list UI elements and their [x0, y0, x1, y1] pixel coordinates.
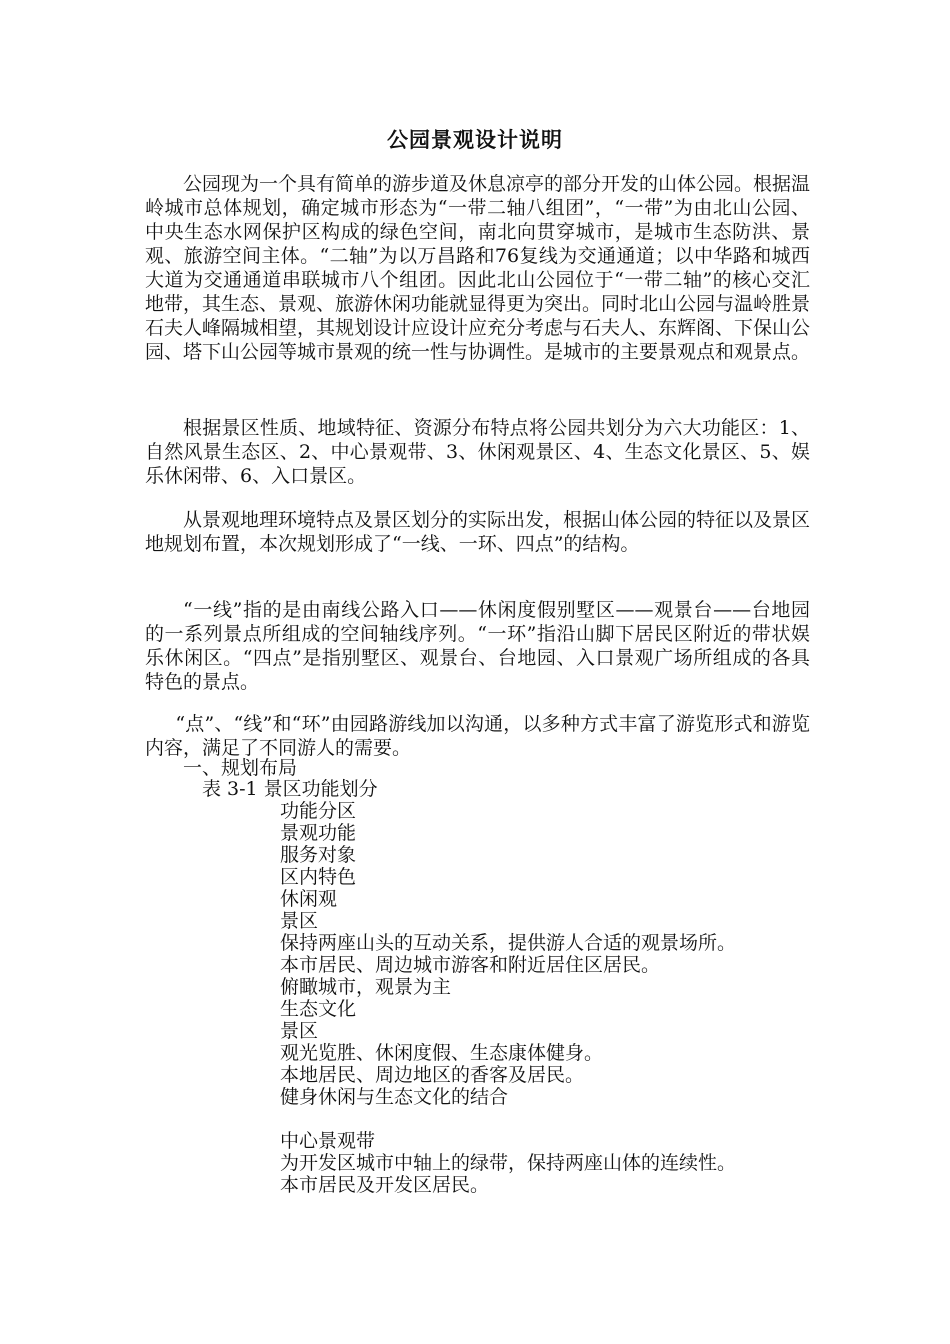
table-content — [280, 800, 840, 1196]
table-line: 为开发区城市中轴上的绿带，保持两座山体的连续性。 — [280, 1152, 737, 1174]
paragraph-structure: 从景观地理环境特点及景区划分的实际出发，根据山体公园的特征以及景区地规划布置，本次规划形成了“一线、一环、四点”的结构。 — [145, 509, 811, 555]
table-line: 景区 — [280, 910, 319, 932]
paragraph-intro: 公园现为一个具有简单的游步道及休息凉亭的部分开发的山体公园。根据温岭城市总体规划，确定城市形态为“一带二轴八组团”，“一带”为由北山公园、中央生态水网保护区构成的绿色空间，南北向贯穿城市，是城市生态防洪、景观、旅游空间主体。“二轴”为以万昌路和76复线为交通通道；以中华路和城西大道为交通通道串联城市八个组团。因此北山公园位于“一带二轴”的核心交汇地带，其生态、景观、旅游休闲功能就显得更为突出。同时北山公园与温岭胜景石夫人峰隔城相望，其规划设计应设计应充分考虑与石夫人、东辉阁、下保山公园、塔下山公园等城市景观的统一性与协调性。是城市的主要景观点和观景点。 — [145, 173, 811, 363]
table-line: 生态文化 — [280, 998, 357, 1020]
table-line: 区内特色 — [280, 866, 357, 888]
table-line: 保持两座山头的互动关系，提供游人合适的观景场所。 — [280, 932, 737, 954]
table-line: 中心景观带 — [280, 1130, 376, 1152]
paragraph-line-ring-points: “一线”指的是由南线公路入口——休闲度假别墅区——观景台——台地园的一系列景点所组成的空间轴线序列。“一环”指沿山脚下居民区附近的带状娱乐休闲区。“四点”是指别墅区、观景台、台地园、入口景观广场所组成的各具特色的景点。 — [145, 599, 810, 693]
section-heading: 一、规划布局 — [183, 757, 298, 779]
document-title: 公园景观设计说明 — [387, 127, 563, 152]
table-line: 休闲观 — [280, 888, 338, 910]
table-line: 服务对象 — [280, 844, 357, 866]
table-line: 健身休闲与生态文化的结合 — [280, 1086, 509, 1108]
paragraph-connection: “点”、“线”和“环”由园路游线加以沟通，以多种方式丰富了游览形式和游览内容，满足了不同游人的需要。 — [145, 713, 810, 759]
table-line: 本市居民、周边城市游客和附近居住区居民。 — [280, 954, 661, 976]
table-line-blank — [280, 1108, 840, 1130]
table-line: 景观功能 — [280, 822, 357, 844]
table-line: 本市居民及开发区居民。 — [280, 1174, 490, 1196]
table-line: 功能分区 — [280, 800, 357, 822]
table-line: 观光览胜、休闲度假、生态康体健身。 — [280, 1042, 604, 1064]
table-line: 俯瞰城市，观景为主 — [280, 976, 452, 998]
table-line: 景区 — [280, 1020, 319, 1042]
table-caption: 表 3-1 景区功能划分 — [202, 778, 378, 800]
table-line: 本地居民、周边地区的香客及居民。 — [280, 1064, 585, 1086]
paragraph-function-zones: 根据景区性质、地域特征、资源分布特点将公园共划分为六大功能区：1、自然风景生态区、2、中心景观带、3、休闲观景区、4、生态文化景区、5、娱乐休闲带、6、入口景区。 — [145, 417, 810, 487]
